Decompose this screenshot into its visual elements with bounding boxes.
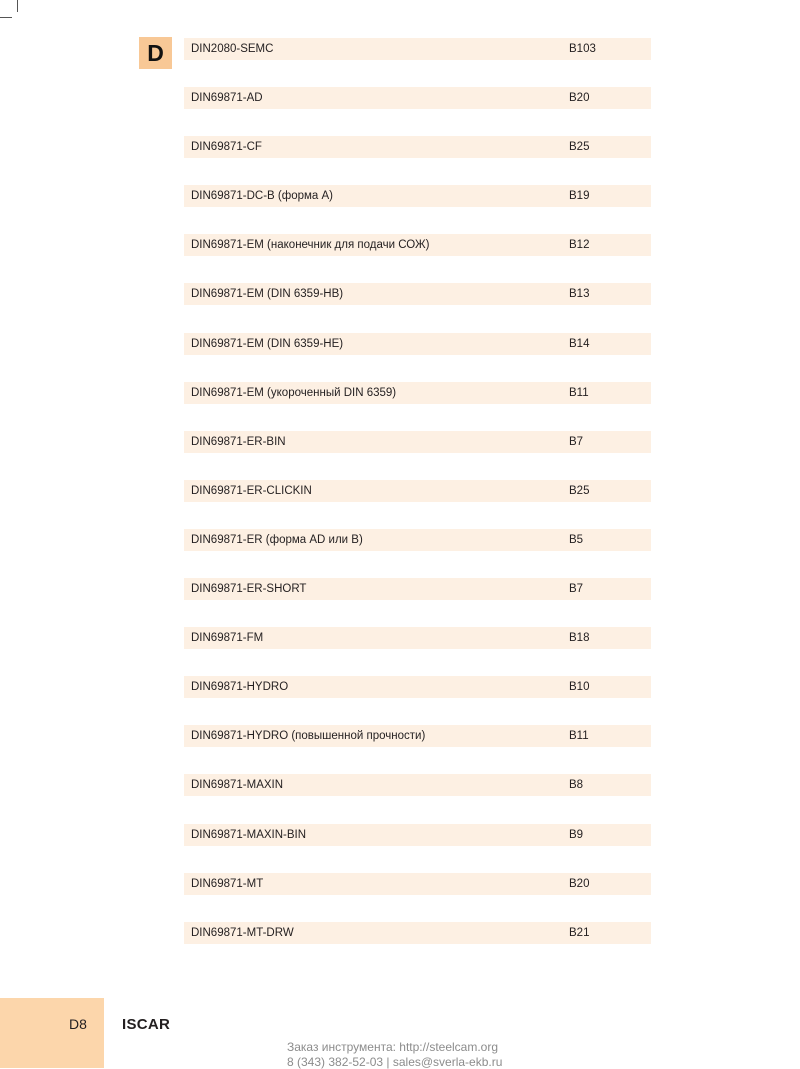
row-page: B7	[569, 435, 584, 448]
index-row[interactable]	[184, 185, 651, 207]
index-row[interactable]	[184, 578, 651, 600]
index-row[interactable]	[184, 873, 651, 895]
index-row[interactable]	[184, 234, 651, 256]
contact-info-line: 8 (343) 382-52-03 | sales@sverla-ekb.ru	[287, 1055, 503, 1069]
index-row[interactable]	[184, 529, 651, 551]
row-name: DIN69871-DC-B (форма A)	[191, 190, 333, 203]
index-row[interactable]	[184, 824, 651, 846]
order-info-line: Заказ инструмента: http://steelcam.org	[287, 1040, 499, 1054]
row-page: B7	[569, 583, 584, 596]
row-page: B103	[569, 43, 596, 55]
row-page: B13	[569, 288, 590, 301]
row-name: DIN2080-SEMC	[191, 43, 274, 55]
index-row[interactable]	[184, 725, 651, 747]
brand-logo-text: ISCAR	[122, 1016, 171, 1033]
row-name: DIN69871-EM (DIN 6359-HB)	[191, 288, 344, 301]
index-row[interactable]	[184, 480, 651, 502]
row-name: DIN69871-ER (форма AD или B)	[191, 533, 363, 546]
row-name: DIN69871-ER-BIN	[191, 435, 286, 448]
row-name: DIN69871-MT-DRW	[191, 926, 294, 939]
row-page: B11	[569, 386, 589, 399]
row-name: DIN69871-HYDRO (повышенной прочности)	[191, 730, 426, 743]
index-row[interactable]	[184, 774, 651, 796]
row-name: DIN69871-ER-CLICKIN	[191, 484, 312, 497]
index-row[interactable]	[184, 333, 651, 355]
row-page: B20	[569, 877, 590, 890]
row-name: DIN69871-EM (наконечник для подачи СОЖ)	[191, 239, 430, 252]
row-name: DIN69871-MT	[191, 877, 264, 890]
row-page: B10	[569, 681, 590, 694]
section-letter-badge: D	[139, 37, 172, 69]
index-row[interactable]	[184, 283, 651, 305]
row-name: DIN69871-EM (DIN 6359-HE)	[191, 337, 344, 350]
row-name: DIN69871-AD	[191, 92, 263, 105]
row-page: B20	[569, 92, 590, 105]
crop-mark-top-left-h	[0, 17, 12, 18]
index-row[interactable]	[184, 38, 651, 60]
row-name: DIN69871-ER-SHORT	[191, 583, 307, 596]
row-name: DIN69871-EM (укороченный DIN 6359)	[191, 386, 397, 399]
index-list	[184, 38, 651, 971]
row-name: DIN69871-MAXIN-BIN	[191, 828, 307, 841]
row-page: B25	[569, 141, 590, 154]
index-row[interactable]	[184, 87, 651, 109]
index-row[interactable]	[184, 431, 651, 453]
row-page: B19	[569, 190, 590, 203]
footer-page-tab	[0, 998, 104, 1068]
row-page: B18	[569, 632, 590, 645]
row-name: DIN69871-FM	[191, 632, 264, 645]
row-name: DIN69871-MAXIN	[191, 779, 284, 792]
row-page: B21	[569, 926, 590, 939]
index-row[interactable]	[184, 136, 651, 158]
crop-mark-top-left-v	[17, 0, 18, 12]
row-page: B14	[569, 337, 590, 350]
row-name: DIN69871-HYDRO	[191, 681, 289, 694]
row-page: B12	[569, 239, 590, 252]
page-number: D8	[69, 1016, 87, 1032]
row-page: B25	[569, 484, 590, 497]
index-row[interactable]	[184, 627, 651, 649]
row-page: B11	[569, 730, 589, 743]
index-row[interactable]	[184, 922, 651, 944]
row-page: B9	[569, 828, 584, 841]
index-row[interactable]	[184, 676, 651, 698]
row-page: B5	[569, 533, 584, 546]
row-name: DIN69871-CF	[191, 141, 262, 154]
row-page: B8	[569, 779, 584, 792]
index-row[interactable]	[184, 382, 651, 404]
